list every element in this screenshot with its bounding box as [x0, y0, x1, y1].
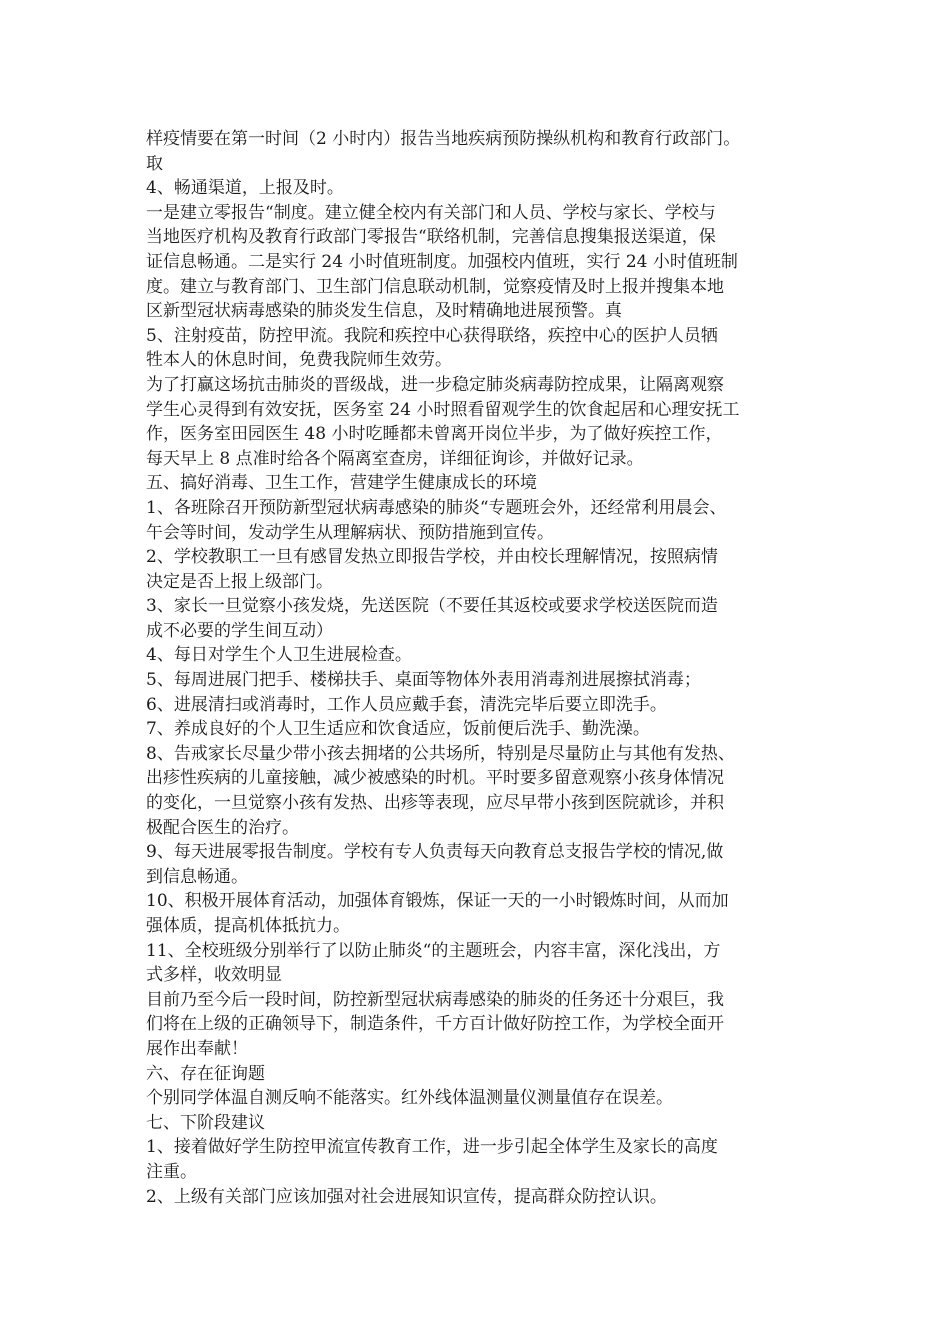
text-line: 五、搞好消毒、卫生工作，营建学生健康成长的环境	[146, 473, 537, 494]
text-line: 作，医务室田园医生 48 小时吃睡都未曾离开岗位半步，为了做好疾控工作，	[146, 424, 723, 445]
text-line: 2、学校教职工一旦有感冒发热立即报告学校，并由校长理解情况，按照病情	[146, 547, 718, 568]
text-line: 1、接着做好学生防控甲流宣传教育工作，进一步引起全体学生及家长的高度	[146, 1137, 718, 1158]
text-line: 样疫情要在第一时间（2 小时内）报告当地疾病预防操纵机构和教育行政部门。	[146, 129, 741, 149]
text-line: 3、家长一旦觉察小孩发烧，先送医院（不要任其返校或要求学校送医院而造	[146, 596, 718, 617]
text-line: 牲本人的休息时间，免费我院师生效劳。	[146, 350, 452, 371]
text-line: 4、每日对学生个人卫生进展检查。	[146, 645, 412, 666]
text-line: 当地医疗机构及教育行政部门零报告“联络机制，完善信息搜集报送渠道，保	[146, 227, 716, 248]
text-line: 度。建立与教育部门、卫生部门信息联动机制，觉察疫情及时上报并搜集本地	[146, 276, 724, 297]
text-line: 5、每周进展门把手、楼梯扶手、桌面等物体外表用消毒剂进展擦拭消毒；	[146, 670, 701, 691]
text-line: 每天早上 8 点准时给各个隔离室查房，详细征询诊，并做好记录。	[146, 448, 644, 469]
text-line: 4、畅通渠道，上报及时。	[146, 178, 344, 199]
document-body	[146, 127, 806, 1209]
text-line: 为了打赢这场抗击肺炎的晋级战，进一步稳定肺炎病毒防控成果，让隔离观察	[146, 374, 724, 395]
text-line: 学生心灵得到有效安抚，医务室 24 小时照看留观学生的饮食起居和心理安抚工	[146, 399, 740, 420]
text-line: 午会等时间，发动学生从理解病状、预防措施到宣传。	[146, 522, 554, 543]
text-line: 强体质，提高机体抵抗力。	[146, 916, 350, 936]
text-line: 证信息畅通。二是实行 24 小时值班制度。加强校内值班，实行 24 小时值班制	[146, 251, 738, 272]
text-line: 一是建立零报告“制度。建立健全校内有关部门和人员、学校与家长、学校与	[146, 202, 716, 223]
text-line: 10、积极开展体育活动，加强体育锻炼，保证一天的一小时锻炼时间，从而加	[146, 891, 729, 912]
text-line: 1、各班除召开预防新型冠状病毒感染的肺炎“专题班会外，还经常利用晨会、	[146, 497, 727, 518]
text-line: 注重。	[146, 1161, 197, 1182]
text-line: 2、上级有关部门应该加强对社会进展知识宣传，提高群众防控认识。	[146, 1186, 667, 1207]
text-line: 区新型冠状病毒感染的肺炎发生信息，及时精确地进展预警。真	[146, 301, 622, 322]
text-line: 展作出奉献！	[146, 1038, 248, 1059]
text-line: 七、下阶段建议	[146, 1112, 265, 1133]
text-line: 到信息畅通。	[146, 866, 248, 887]
text-line: 9、每天进展零报告制度。学校有专人负责每天向教育总支报告学校的情况,做	[146, 842, 724, 863]
text-line: 5、注射疫苗，防控甲流。我院和疾控中心获得联络，疾控中心的医护人员牺	[146, 325, 718, 346]
text-line: 出疹性疾病的儿童接触，减少被感染的时机。平时要多留意观察小孩身体情况	[146, 768, 724, 789]
text-line: 7、养成良好的个人卫生适应和饮食适应，饭前便后洗手、勤洗澡。	[146, 719, 650, 740]
text-line: 的变化，一旦觉察小孩有发热、出疹等表现，应尽早带小孩到医院就诊，并积	[146, 793, 724, 814]
text-line: 6、进展清扫或消毒时，工作人员应戴手套，清洗完毕后要立即洗手。	[146, 694, 667, 715]
text-line: 取	[146, 153, 163, 174]
text-line: 六、存在征询题	[146, 1063, 265, 1084]
text-line: 个别同学体温自测反响不能落实。红外线体温测量仪测量值存在误差。	[146, 1088, 673, 1109]
text-line: 决定是否上报上级部门。	[146, 571, 333, 592]
text-line: 成不必要的学生间互动）	[146, 620, 333, 641]
text-line: 11、全校班级分别举行了以防止肺炎“的主题班会，内容丰富，深化浅出，方	[146, 940, 721, 961]
text-line: 目前乃至今后一段时间，防控新型冠状病毒感染的肺炎的任务还十分艰巨，我	[146, 989, 724, 1010]
text-line: 8、告戒家长尽量少带小孩去拥堵的公共场所，特别是尽量防止与其他有发热、	[146, 743, 735, 764]
text-line: 极配合医生的治疗。	[146, 817, 299, 838]
text-line: 式多样，收效明显	[146, 965, 282, 986]
text-line: 们将在上级的正确领导下，制造条件，千方百计做好防控工作，为学校全面开	[146, 1014, 724, 1035]
